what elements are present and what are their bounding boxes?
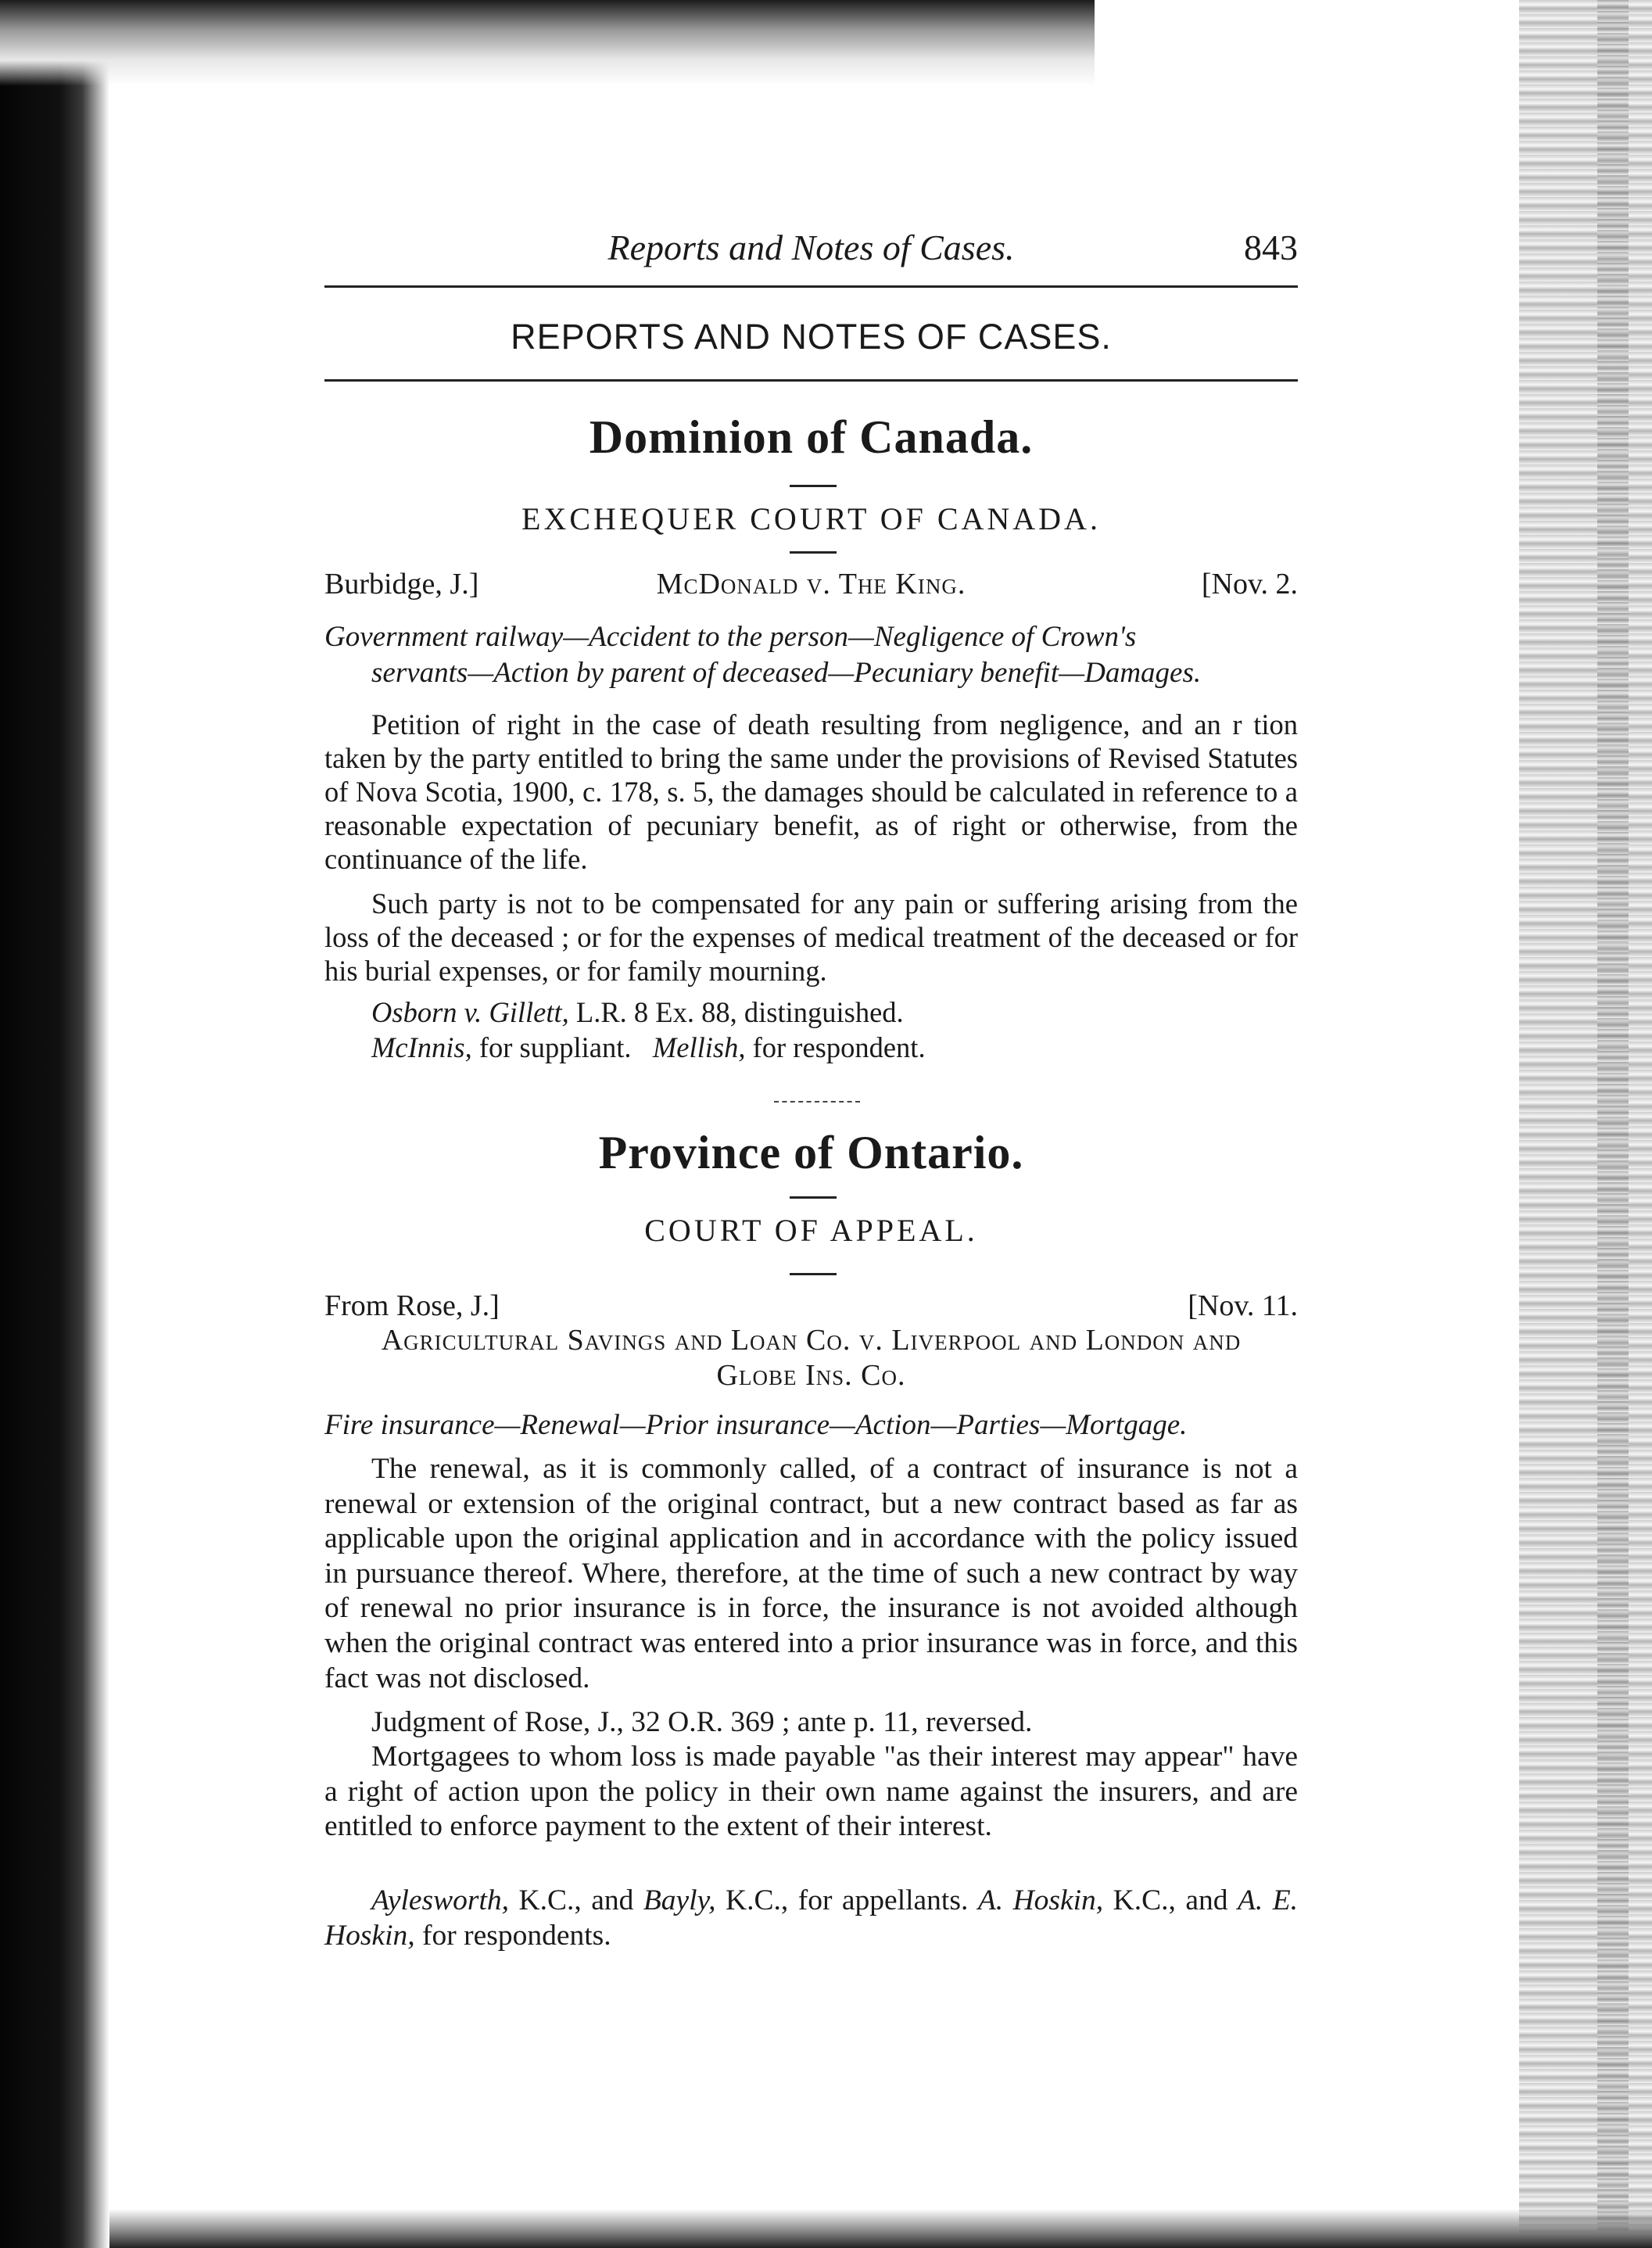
- catchwords-line-2: servants—Action by parent of deceased—Pecuniary benefit—Damages.: [371, 657, 1202, 689]
- counsel-bayly-suffix: K.C., for appellants.: [726, 1884, 969, 1916]
- counsel-bayly: Bayly,: [643, 1884, 716, 1916]
- counsel-ae-hoskin: A. E. Hoskin,: [324, 1884, 1299, 1952]
- scan-right-edge-texture-inner: [1597, 0, 1629, 2248]
- counsel-aylesworth-suffix: K.C., and: [518, 1884, 634, 1916]
- paragraph-compensation: Such party is not to be compensated for any pain or suffering arising from the loss of the deceased ; or for the expenses of medical treatment of the deceased or for his burial expenses, or for family mourning.: [324, 887, 1298, 987]
- page-number: 843: [1244, 228, 1298, 267]
- section-rule: [324, 379, 1298, 382]
- counsel-paragraph-ontario: [324, 1884, 1298, 1953]
- citation-line: [324, 995, 1298, 1029]
- paragraph-petition: Petition of right in the case of death resulting from negligence, and an r tion taken by the party entitled to bring the same under the provisions of Revised Statutes of Nova Scotia, 1900, c. 178, s. 5, the damages should be calculated in reference to a reasonable expectation of pecuniary benefit, as of right or otherwise, from the continuance of the life.: [324, 708, 1298, 875]
- case-date-ontario: [Nov. 11.: [1188, 1289, 1298, 1322]
- judge-name: Burbidge, J.]: [324, 568, 479, 601]
- catchwords-agricultural: Fire insurance—Renewal—Prior insurance—Action—Parties—Mortgage.: [324, 1409, 1188, 1441]
- appeal-court-heading: COURT OF APPEAL.: [644, 1213, 978, 1248]
- scan-left-margin-shadow: [0, 0, 109, 2248]
- section-heading: REPORTS AND NOTES OF CASES.: [511, 317, 1112, 357]
- case-date: [Nov. 2.: [1201, 568, 1298, 601]
- header-rule: [324, 285, 1298, 288]
- counsel-aylesworth: Aylesworth,: [371, 1884, 510, 1916]
- exchequer-court-heading: EXCHEQUER COURT OF CANADA.: [521, 501, 1101, 536]
- case-line-mcdonald: [324, 567, 1298, 606]
- scan-right-edge-texture: [1519, 0, 1652, 2248]
- counsel-a-hoskin: A. Hoskin,: [977, 1884, 1104, 1916]
- court-short-rule: [790, 551, 837, 554]
- ontario-heading: Province of Ontario.: [598, 1127, 1024, 1178]
- counsel-respondent-name: Mellish,: [652, 1031, 746, 1063]
- citation-case: Osborn v. Gillett,: [371, 996, 569, 1028]
- case-parties-line-2: Globe Ins. Co.: [716, 1359, 906, 1392]
- ontario-short-rule: [790, 1196, 837, 1199]
- paragraph-renewal: The renewal, as it is commonly called, of a contract of insurance is not a renewal or extension of the original contract, but a new contract based as far as applicable upon the original application and in accordance with the policy issued in pursuance thereof. Where, therefore, at the time of such a new contract by way of renewal no prior insurance is in force, the insurance is not avoided although when the original contract was entered into a prior insurance was in force, and this fact was not disclosed.: [324, 1453, 1298, 1694]
- counsel-suppliant-name: McInnis,: [371, 1031, 472, 1063]
- paragraph-mortgagees: Mortgagees to whom loss is made payable "as their interest may appear" have a right of action upon the policy in their own name against the insurers, and are entitled to enforce payment to the extent of their interest.: [324, 1741, 1298, 1843]
- case-parties-line-1: Agricultural Savings and Loan Co. v. Liverpool and London and: [381, 1324, 1242, 1357]
- catchwords-line-1: Government railway—Accident to the person—Negligence of Crown's: [324, 621, 1137, 653]
- case-parties: McDonald v. The King.: [656, 568, 966, 601]
- from-judge: From Rose, J.]: [324, 1289, 500, 1322]
- counsel-a-hoskin-suffix: K.C., and: [1113, 1884, 1228, 1916]
- counsel-ae-hoskin-suffix: for respondents.: [422, 1919, 611, 1952]
- citation-ref: L.R. 8 Ex. 88, distinguished.: [575, 996, 904, 1028]
- dominion-heading: Dominion of Canada.: [589, 411, 1034, 463]
- catchwords-mcdonald: [324, 619, 1298, 691]
- running-head: [324, 227, 1298, 274]
- paragraph-judgment: Judgment of Rose, J., 32 O.R. 369 ; ante p. 11, reversed.: [371, 1706, 1033, 1738]
- counsel-line-mcdonald: [324, 1031, 1298, 1064]
- case-line-agricultural: [324, 1289, 1298, 1328]
- running-title: Reports and Notes of Cases.: [607, 228, 1015, 267]
- dominion-short-rule: [790, 485, 837, 487]
- counsel-respondent-role: for respondent.: [752, 1031, 926, 1063]
- appeal-short-rule: [790, 1273, 837, 1275]
- counsel-suppliant-role: for suppliant.: [478, 1031, 632, 1063]
- section-separator: [774, 1101, 860, 1104]
- scan-bottom-shadow: [109, 2209, 1652, 2248]
- scan-top-shadow: [0, 0, 1095, 86]
